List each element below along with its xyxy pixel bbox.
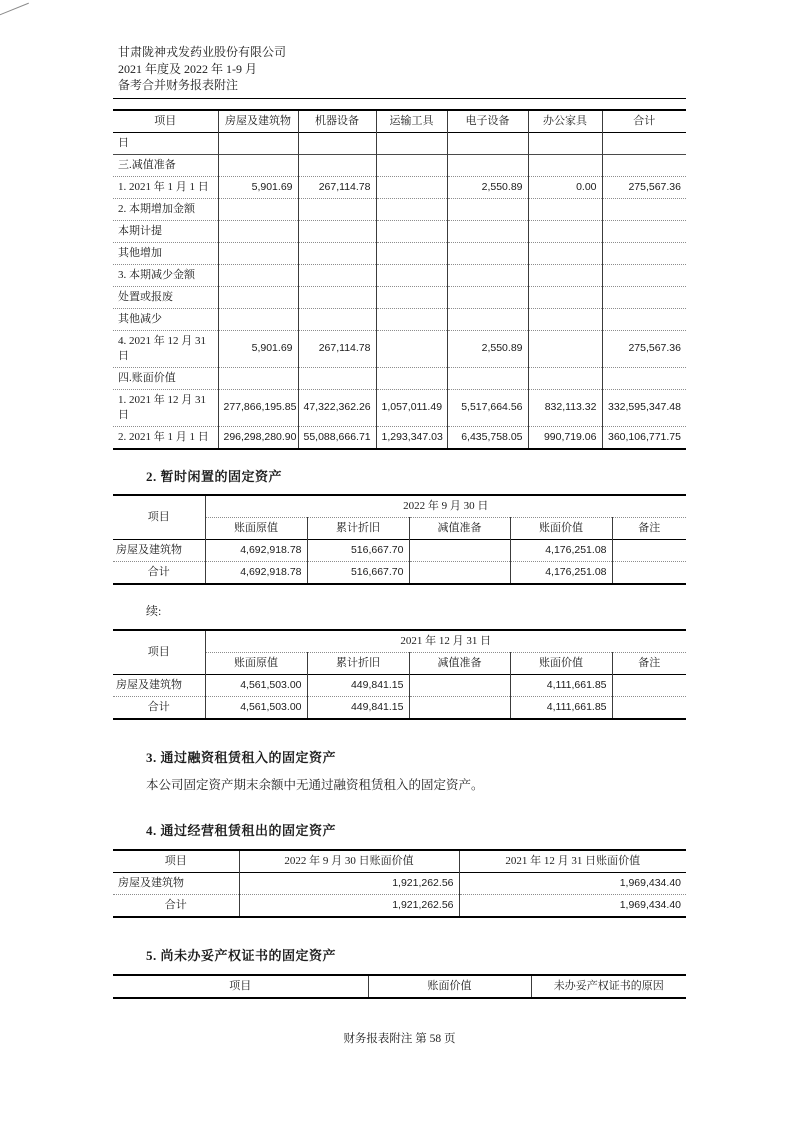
column-header: 机器设备 <box>298 110 376 133</box>
cell-value <box>528 330 602 367</box>
cell-value <box>602 154 686 176</box>
table-header-row <box>113 630 686 653</box>
section-heading-no-certificate: 5. 尚未办妥产权证书的固定资产 <box>146 947 337 963</box>
cell-value <box>602 367 686 389</box>
cell-value: 1,969,434.40 <box>459 872 686 894</box>
company-name: 甘肃陇神戎发药业股份有限公司 <box>118 45 287 59</box>
column-header: 账面原值 <box>205 517 307 539</box>
row-label: 合计 <box>113 696 205 719</box>
column-header: 账面原值 <box>205 652 307 674</box>
table-header-row <box>113 975 686 998</box>
cell-value <box>376 198 447 220</box>
cell-value: 516,667.70 <box>307 561 409 584</box>
cell-value: 990,719.06 <box>528 426 602 449</box>
operating-lease-table <box>113 849 686 918</box>
row-label: 其他减少 <box>113 308 218 330</box>
cell-value <box>602 308 686 330</box>
cell-value <box>528 286 602 308</box>
row-label: 四.账面价值 <box>113 367 218 389</box>
column-header: 2022 年 9 月 30 日账面价值 <box>239 850 459 873</box>
cell-value <box>298 308 376 330</box>
cell-value <box>602 198 686 220</box>
row-label: 本期计提 <box>113 220 218 242</box>
table-row <box>113 176 686 198</box>
cell-value <box>218 308 298 330</box>
cell-value <box>409 539 510 561</box>
page-content <box>113 0 686 1046</box>
cell-value <box>528 220 602 242</box>
table-row <box>113 154 686 176</box>
scan-artifact <box>0 3 29 17</box>
table-row <box>113 561 686 584</box>
column-header: 备注 <box>612 517 686 539</box>
idle-assets-table-2021 <box>113 629 686 720</box>
column-header: 未办妥产权证书的原因 <box>531 975 686 998</box>
column-header: 项目 <box>113 630 205 675</box>
column-header: 账面价值 <box>368 975 531 998</box>
cell-value <box>447 264 528 286</box>
table-row <box>113 198 686 220</box>
cell-value: 267,114.78 <box>298 330 376 367</box>
cell-value <box>602 286 686 308</box>
table-row <box>113 264 686 286</box>
idle-assets-table-2022 <box>113 494 686 585</box>
cell-value <box>528 242 602 264</box>
cell-value <box>612 561 686 584</box>
column-header: 项目 <box>113 110 218 133</box>
period-header: 2022 年 9 月 30 日 <box>205 495 686 518</box>
row-label: 其他增加 <box>113 242 218 264</box>
cell-value <box>528 198 602 220</box>
cell-value: 5,517,664.56 <box>447 389 528 426</box>
cell-value <box>298 154 376 176</box>
cell-value <box>376 367 447 389</box>
row-label: 三.减值准备 <box>113 154 218 176</box>
cell-value <box>602 242 686 264</box>
cell-value <box>376 286 447 308</box>
cell-value: 2,550.89 <box>447 176 528 198</box>
table-row <box>113 132 686 154</box>
row-label: 3. 本期减少金额 <box>113 264 218 286</box>
cell-value: 275,567.36 <box>602 330 686 367</box>
table-row <box>113 696 686 719</box>
cell-value: 4,561,503.00 <box>205 696 307 719</box>
cell-value <box>447 242 528 264</box>
cell-value <box>218 367 298 389</box>
table-row <box>113 367 686 389</box>
table-row <box>113 220 686 242</box>
cell-value <box>298 242 376 264</box>
cell-value <box>447 132 528 154</box>
cell-value <box>528 308 602 330</box>
column-header: 项目 <box>113 975 368 998</box>
cell-value <box>218 264 298 286</box>
report-period: 2021 年度及 2022 年 1-9 月 <box>118 61 257 76</box>
row-label: 房屋及建筑物 <box>113 674 205 696</box>
cell-value <box>447 198 528 220</box>
column-header: 2021 年 12 月 31 日账面价值 <box>459 850 686 873</box>
fixed-assets-table <box>113 109 686 450</box>
cell-value <box>298 286 376 308</box>
row-label: 4. 2021 年 12 月 31 日 <box>113 330 218 367</box>
column-header: 减值准备 <box>409 517 510 539</box>
cell-value <box>612 696 686 719</box>
cell-value <box>602 220 686 242</box>
cell-value <box>298 132 376 154</box>
cell-value <box>602 264 686 286</box>
cell-value: 4,111,661.85 <box>510 674 612 696</box>
table-row <box>113 539 686 561</box>
column-header: 项目 <box>113 495 205 540</box>
row-label: 2. 2021 年 1 月 1 日 <box>113 426 218 449</box>
cell-value <box>218 154 298 176</box>
cell-value <box>218 198 298 220</box>
cell-value: 267,114.78 <box>298 176 376 198</box>
cell-value: 296,298,280.90 <box>218 426 298 449</box>
column-header: 账面价值 <box>510 652 612 674</box>
section-heading-finance-lease: 3. 通过融资租赁租入的固定资产 <box>146 749 337 765</box>
cell-value <box>447 154 528 176</box>
cell-value: 2,550.89 <box>447 330 528 367</box>
cell-value: 4,176,251.08 <box>510 539 612 561</box>
cell-value <box>376 176 447 198</box>
cell-value <box>376 132 447 154</box>
cell-value <box>218 220 298 242</box>
cell-value <box>218 242 298 264</box>
cell-value <box>447 286 528 308</box>
cell-value <box>298 264 376 286</box>
cell-value <box>602 132 686 154</box>
cell-value <box>447 367 528 389</box>
row-label: 2. 本期增加金额 <box>113 198 218 220</box>
row-label: 1. 2021 年 12 月 31 日 <box>113 389 218 426</box>
cell-value <box>447 308 528 330</box>
table-row <box>113 330 686 367</box>
table-row <box>113 286 686 308</box>
cell-value: 55,088,666.71 <box>298 426 376 449</box>
cell-value <box>376 154 447 176</box>
column-header: 运输工具 <box>376 110 447 133</box>
cell-value: 1,921,262.56 <box>239 872 459 894</box>
column-header: 减值准备 <box>409 652 510 674</box>
cell-value: 360,106,771.75 <box>602 426 686 449</box>
column-header: 累计折旧 <box>307 517 409 539</box>
column-header: 项目 <box>113 850 239 873</box>
row-label: 合计 <box>113 561 205 584</box>
column-header: 累计折旧 <box>307 652 409 674</box>
cell-value <box>218 132 298 154</box>
cell-value: 47,322,362.26 <box>298 389 376 426</box>
cell-value <box>376 308 447 330</box>
row-label: 处置或报废 <box>113 286 218 308</box>
continued-label: 续: <box>146 603 162 618</box>
cell-value <box>376 242 447 264</box>
cell-value: 277,866,195.85 <box>218 389 298 426</box>
cell-value <box>298 198 376 220</box>
cell-value: 4,111,661.85 <box>510 696 612 719</box>
finance-lease-note: 本公司固定资产期末余额中无通过融资租赁租入的固定资产。 <box>146 777 484 792</box>
cell-value: 275,567.36 <box>602 176 686 198</box>
cell-value <box>528 264 602 286</box>
cell-value <box>409 561 510 584</box>
cell-value <box>298 220 376 242</box>
section-heading-idle-assets: 2. 暂时闲置的固定资产 <box>146 468 283 484</box>
table-row <box>113 426 686 449</box>
row-label: 房屋及建筑物 <box>113 539 205 561</box>
table-header-row <box>113 110 686 133</box>
cell-value <box>376 220 447 242</box>
table-row <box>113 389 686 426</box>
cell-value: 4,176,251.08 <box>510 561 612 584</box>
cell-value: 6,435,758.05 <box>447 426 528 449</box>
table-row <box>113 674 686 696</box>
cell-value: 4,692,918.78 <box>205 561 307 584</box>
column-header: 办公家具 <box>528 110 602 133</box>
column-header: 电子设备 <box>447 110 528 133</box>
cell-value: 449,841.15 <box>307 696 409 719</box>
row-label: 房屋及建筑物 <box>113 872 239 894</box>
cell-value: 1,921,262.56 <box>239 894 459 917</box>
page-footer: 财务报表附注 第 58 页 <box>343 1032 456 1045</box>
cell-value <box>376 264 447 286</box>
row-label: 1. 2021 年 1 月 1 日 <box>113 176 218 198</box>
table-header-row <box>113 850 686 873</box>
table-row <box>113 894 686 917</box>
no-certificate-table <box>113 974 686 999</box>
cell-value <box>298 367 376 389</box>
row-label: 日 <box>113 132 218 154</box>
cell-value: 1,969,434.40 <box>459 894 686 917</box>
doc-title: 备考合并财务报表附注 <box>118 78 239 92</box>
period-header: 2021 年 12 月 31 日 <box>205 630 686 653</box>
cell-value: 4,561,503.00 <box>205 674 307 696</box>
cell-value <box>376 330 447 367</box>
column-header: 合计 <box>602 110 686 133</box>
cell-value <box>612 539 686 561</box>
cell-value: 0.00 <box>528 176 602 198</box>
column-header: 账面价值 <box>510 517 612 539</box>
cell-value: 1,293,347.03 <box>376 426 447 449</box>
cell-value <box>409 696 510 719</box>
cell-value <box>528 132 602 154</box>
cell-value: 5,901.69 <box>218 176 298 198</box>
cell-value <box>409 674 510 696</box>
row-label: 合计 <box>113 894 239 917</box>
cell-value: 4,692,918.78 <box>205 539 307 561</box>
section-heading-operating-lease: 4. 通过经营租赁租出的固定资产 <box>146 822 337 838</box>
cell-value <box>447 220 528 242</box>
cell-value: 516,667.70 <box>307 539 409 561</box>
cell-value: 5,901.69 <box>218 330 298 367</box>
cell-value: 449,841.15 <box>307 674 409 696</box>
table-row <box>113 242 686 264</box>
cell-value: 332,595,347.48 <box>602 389 686 426</box>
column-header: 房屋及建筑物 <box>218 110 298 133</box>
cell-value <box>218 286 298 308</box>
table-row <box>113 872 686 894</box>
cell-value: 832,113.32 <box>528 389 602 426</box>
cell-value <box>528 367 602 389</box>
cell-value <box>528 154 602 176</box>
table-header-row <box>113 495 686 518</box>
doc-header <box>113 44 686 99</box>
cell-value: 1,057,011.49 <box>376 389 447 426</box>
table-row <box>113 308 686 330</box>
cell-value <box>612 674 686 696</box>
column-header: 备注 <box>612 652 686 674</box>
